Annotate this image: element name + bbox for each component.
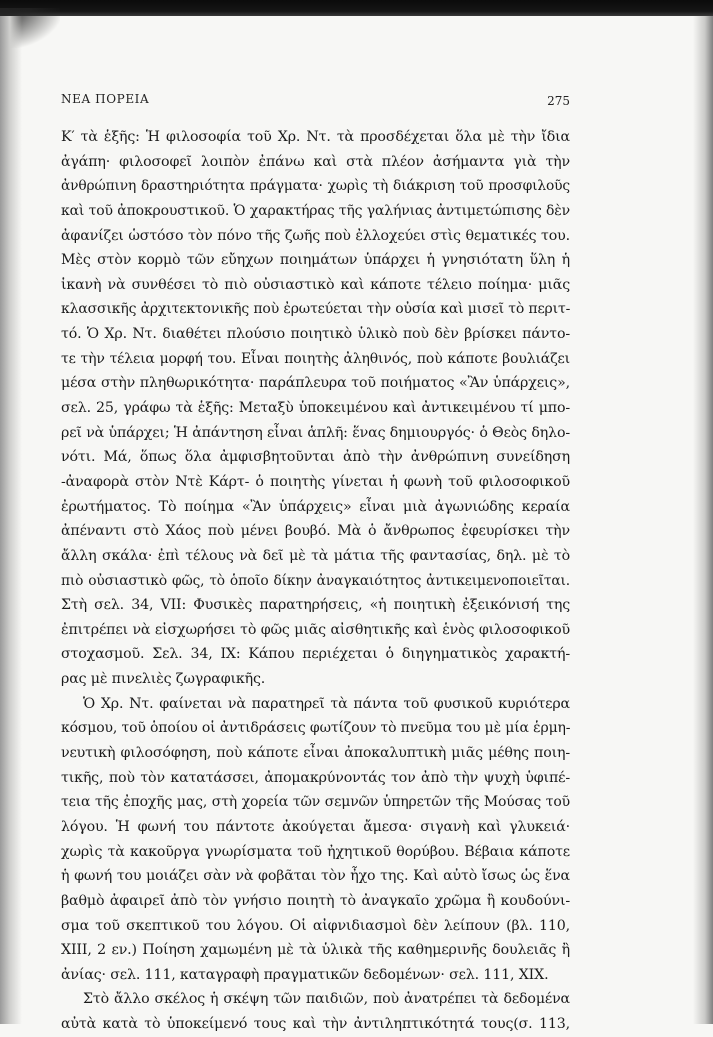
text-line: βαθμὸ ἀφαιρεῖ ἀπὸ τὸν γνήσιο ποιητὴ τὸ ἀναγκαῖο χρῶμα ἢ κουδούνι-: [61, 892, 570, 909]
text-line: σελ. 25, γράφω τὰ ἑξῆς: Μεταξὺ ὑποκειμένου καὶ ἀντικειμένου τί μπο-: [61, 400, 570, 417]
text-line: ἀπέναντι στὸ Χάος ποὺ μένει βουβό. Μὰ ὁ ἄνθρωπος ἐφευρίσκει τὴν: [61, 523, 570, 540]
text-line: τε τὴν τέλεια μορφή του. Εἶναι ποιητὴς ἀληθινός, ποὺ κάποτε βουλιάζει: [61, 350, 570, 367]
text-line: λόγου. Ἡ φωνή του πάντοτε ἀκούγεται ἄμεσα· σιγανὴ καὶ γλυκειά·: [61, 818, 570, 835]
text-line: μέσα στὴν πληθωρικότητα· παράπλευρα τοῦ ποιήματος «Ἂν ὑπάρχεις»,: [61, 375, 570, 392]
text-line: πιὸ οὐσιαστικὸ φῶς, τὸ ὁποῖο δίκην ἀναγκαιότητος ἀντικειμενοποιεῖται.: [61, 572, 570, 589]
text-line: ἄλλη σκάλα· ἐπὶ τέλους νὰ δεῖ μὲ τὰ μάτια τῆς φαντασίας, δηλ. μὲ τὸ: [61, 547, 570, 564]
text-line: Στὸ ἄλλο σκέλος ἡ σκέψη τῶν παιδιῶν, ποὺ ἀνατρέπει τὰ δεδομένα: [83, 991, 570, 1008]
text-line: Μὲς στὸν κορμὸ τῶν εὔηχων ποιημάτων ὑπάρχει ἡ γνησιότατη ὕλη ἡ: [61, 252, 570, 269]
running-head: ΝΕΑ ΠΟΡΕΙΑ: [61, 92, 150, 106]
text-line: ἐρωτήματος. Τὸ ποίημα «Ἂν ὑπάρχεις» εἶναι μιὰ ἀγωνιώδης κεραία: [61, 498, 570, 515]
scan-left-edge-shadow: [0, 16, 22, 1024]
scan-right-edge-shadow: [693, 16, 713, 1024]
text-line: νευτικὴ φιλοσόφηση, ποὺ κάποτε εἶναι ἀποκαλυπτικὴ μιᾶς μέθης ποιη-: [61, 745, 570, 762]
text-line: ἀφανίζει ὡστόσο τὸν πόνο τῆς ζωῆς ποὺ ἐλλοχεύει στὶς θεματικές του.: [61, 227, 570, 244]
text-line: τικῆς, ποὺ τὸν κατατάσσει, ἀπομακρύνοντάς τον ἀπὸ τὴν ψυχὴ ὑφιπέ-: [61, 769, 570, 786]
text-line: ἀγάπη· φιλοσοφεῖ λοιπὸν ἐπάνω καὶ στὰ πλέον ἀσήμαντα γιὰ τὴν: [61, 153, 570, 170]
text-line: Στὴ σελ. 34, VII: Φυσικὲς παρατηρήσεις, «ἡ ποιητικὴ ἐξεικόνισή της: [61, 597, 570, 614]
text-line: ρεῖ νὰ ὑπάρχει; Ἡ ἀπάντηση εἶναι ἁπλῆ: ἕνας δημιουργός· ὁ Θεὸς δηλο-: [61, 424, 570, 441]
text-line: ἡ φωνή του μοιάζει σὰν νὰ φοβᾶται τὸν ἦχο της. Καὶ αὐτὸ ἴσως ὡς ἕνα: [61, 868, 570, 885]
text-line: Κ′ τὰ ἑξῆς: Ἡ φιλοσοφία τοῦ Χρ. Ντ. τὰ προσδέχεται ὅλα μὲ τὴν ἴδια: [61, 129, 570, 145]
text-line: ἐπιτρέπει νὰ εἰσχωρήσει τὸ φῶς μιᾶς αἰσθητικῆς καὶ ἑνὸς φιλοσοφικοῦ: [61, 621, 570, 638]
body-text: [61, 125, 570, 1037]
text-line: τό. Ὁ Χρ. Ντ. διαθέτει πλούσιο ποιητικὸ ὑλικὸ ποὺ δὲν βρίσκει πάντο-: [61, 326, 570, 343]
text-line: αὐτὰ κατὰ τὸ ὑποκείμενό τους καὶ τὴν ἀντιληπτικότητά τους(σ. 113,: [61, 1016, 570, 1033]
page-number: 275: [547, 94, 570, 108]
text-line: χωρὶς τὰ κακοῦργα γνωρίσματα τοῦ ἠχητικοῦ θορύβου. Βέβαια κάποτε: [61, 843, 570, 860]
text-line: ἱκανὴ νὰ συνθέσει τὸ πιὸ οὐσιαστικὸ καὶ κάποτε τέλειο ποίημα· μιᾶς: [61, 276, 570, 293]
text-line: ἀνίας· σελ. 111, καταγραφὴ πραγματικῶν δεδομένων· σελ. 111, XIX.: [61, 966, 549, 983]
text-line: κόσμου, τοῦ ὁποίου οἱ ἀντιδράσεις φωτίζουν τὸ πνεῦμα του μὲ μία ἑρμη-: [61, 720, 571, 737]
scan-top-border: [0, 0, 713, 16]
text-line: καὶ τοῦ ἀποκρουστικοῦ. Ὁ χαρακτήρας τῆς γαλήνιας ἀντιμετώπισης δὲν: [61, 202, 570, 219]
text-line: Ὁ Χρ. Ντ. φαίνεται νὰ παρατηρεῖ τὰ πάντα τοῦ φυσικοῦ κυριότερα: [83, 695, 570, 712]
text-line: τεια τῆς ἐποχῆς μας, στὴ χορεία τῶν σεμνῶν ὑπηρετῶν τῆς Μούσας τοῦ: [61, 794, 570, 811]
text-line: στοχασμοῦ. Σελ. 34, IX: Κάπου περιέχεται ὁ διηγηματικὸς χαρακτή-: [61, 646, 570, 663]
text-line: κλασσικῆς ἀρχιτεκτονικῆς ποὺ ἐρωτεύεται τὴν οὐσία καὶ μισεῖ τὸ περιτ-: [61, 301, 571, 318]
text-line: XIII, 2 εν.) Ποίηση χαμωμένη μὲ τὰ ὑλικὰ τῆς καθημερινῆς δουλειᾶς ἢ: [61, 942, 570, 959]
text-line: νότι. Μά, ὅπως ὅλα ἀμφισβητοῦνται ἀπὸ τὴν ἀνθρώπινη συνείδηση: [61, 449, 570, 466]
text-line: ρας μὲ πινελιὲς ζωγραφικῆς.: [61, 671, 266, 688]
text-line: σμα τοῦ σκεπτικοῦ του λόγου. Οἱ αἰφνιδιασμοὶ δὲν λείπουν (βλ. 110,: [61, 917, 570, 934]
text-line: -ἀναφορὰ στὸν Ντὲ Κάρτ- ὁ ποιητὴς γίνεται ἡ φωνὴ τοῦ φιλοσοφικοῦ: [61, 473, 570, 490]
text-line: ἀνθρώπινη δραστηριότητα πράγματα· χωρὶς τὴ διάκριση τοῦ προσφιλοῦς: [61, 178, 570, 195]
